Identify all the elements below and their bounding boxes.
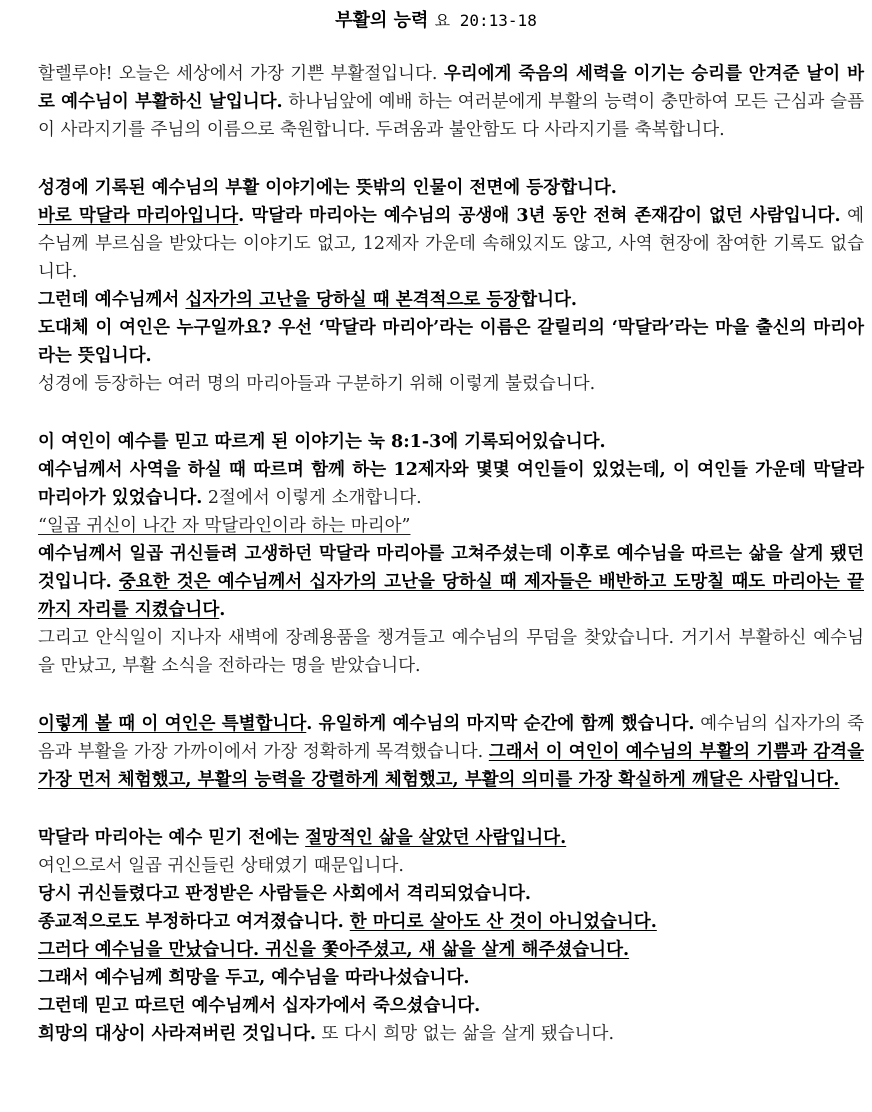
p2-line-5: 도대체 이 여인은 누구일까요? 우선 ‘막달라 마리아’라는 이름은 갈릴리의 ‘막달라’라는 마을 출신의 마리아라는 뜻입니다.	[38, 318, 864, 366]
p5-underline-1: 절망적인 삶을 살았던 사람입니다.	[305, 828, 567, 848]
p4-text-2: 예수님의 십자가의 죽음과 부활을 가장 가까이에서 가장 정확하게 목격했습니다.	[38, 714, 864, 762]
p5-line-3: 당시 귀신들렸다고 판정받은 사람들은 사회에서 격리되었습니다.	[38, 884, 531, 904]
p2-line-4a: 그런데 예수님께서	[38, 290, 186, 310]
p4-text-1: . 유일하게 예수님의 마지막 순간에 함께 했습니다.	[306, 714, 695, 734]
p2-line-4b: 합니다.	[520, 290, 578, 310]
p5-underline-3: 그러다 예수님을 만났습니다. 귀신을 쫓아주셨고, 새 삶을 살게 해주셨습니다.	[38, 940, 630, 960]
title-text: 부활의 능력	[335, 10, 429, 31]
p1-emphasis: 우리에게 죽음의 세력을 이기는 승리를 안겨준 날이 바로 예수님이 부활하신 날입니다.	[38, 64, 864, 112]
paragraph-2	[38, 174, 864, 398]
scripture-reference: 요 20:13-18	[434, 11, 537, 30]
paragraph-3	[38, 428, 864, 680]
p3-line-4b: .	[219, 600, 226, 620]
p3-line-1: 이 여인이 예수를 믿고 따르게 된 이야기는 눅 8:1-3에 기록되어있습니다.	[38, 432, 606, 452]
p5-line-1a: 막달라 마리아는 예수 믿기 전에는	[38, 828, 306, 848]
p2-line-2: . 막달라 마리아는 예수님의 공생애 3년 동안 전혀 존재감이 없던 사람입니다.	[238, 206, 841, 226]
p5-line-2: 여인으로서 일곱 귀신들린 상태였기 때문입니다.	[38, 856, 404, 876]
p3-line-5: 그리고 안식일이 지나자 새벽에 장례용품을 챙겨들고 예수님의 무덤을 찾았습니다. 거기서 부활하신 예수님을 만났고, 부활 소식을 전하라는 명을 받았습니다.	[38, 628, 864, 676]
p2-line-1: 성경에 기록된 예수님의 부활 이야기에는 뜻밖의 인물이 전면에 등장합니다.	[38, 178, 617, 198]
p2-underline-2: 십자가의 고난을 당하실 때 본격적으로 등장	[185, 290, 521, 310]
p5-line-4a: 종교적으로도 부정하다고 여겨졌습니다.	[38, 912, 350, 932]
p4-underline-2: 그래서 이 여인이 예수님의 부활의 기쁨과 감격을 가장 먼저 체험했고, 부활의 능력을 강렬하게 체험했고, 부활의 의미를 가장 확실하게 깨달은 사람입니다.	[38, 742, 864, 790]
p1-text: 할렐루야! 오늘은 세상에서 가장 기쁜 부활절입니다.	[38, 64, 444, 84]
p5-line-8b: 또 다시 희망 없는 삶을 살게 됐습니다.	[315, 1024, 615, 1044]
p4-underline-1: 이렇게 볼 때 이 여인은 특별합니다	[38, 714, 307, 734]
p3-line-4: 예수님께서 일곱 귀신들려 고생하던 막달라 마리아를 고쳐주셨는데 이후로 예수님을 따르는 삶을 살게 됐던 것입니다.	[38, 544, 864, 592]
p3-line-2s: 2절에서 이렇게 소개합니다.	[202, 488, 422, 508]
paragraph-5	[38, 824, 864, 1048]
p3-line-2: 예수님께서 사역을 하실 때 따르며 함께 하는 12제자와 몇몇 여인들이 있었는데, 이 여인들 가운데 막달라 마리아가 있었습니다.	[38, 460, 864, 508]
p3-underline: 중요한 것은 예수님께서 십자가의 고난을 당하실 때 제자들은 배반하고 도망칠 때도 마리아는 끝까지 자리를 지켰습니다	[38, 572, 864, 620]
p1-text-2: 하나님앞에 예배 하는 여러분에게 부활의 능력이 충만하여 모든 근심과 슬픔이 사라지기를 주님의 이름으로 축원합니다. 두려움과 불안함도 다 사라지기를 축복합니다.	[38, 92, 864, 140]
sermon-title	[0, 6, 872, 32]
paragraph-4	[38, 710, 864, 794]
p2-line-3: 예수님께 부르심을 받았다는 이야기도 없고, 12제자 가운데 속해있지도 않고, 사역 현장에 참여한 기록도 없습니다.	[38, 206, 865, 282]
p5-line-6: 그래서 예수님께 희망을 두고, 예수님을 따라나섰습니다.	[38, 968, 470, 988]
paragraph-1	[38, 60, 864, 144]
p2-line-6: 성경에 등장하는 여러 명의 마리아들과 구분하기 위해 이렇게 불렀습니다.	[38, 374, 596, 394]
p2-underline-1: 바로 막달라 마리아입니다	[38, 206, 239, 226]
p5-underline-2: 한 마디로 살아도 산 것이 아니었습니다.	[349, 912, 657, 932]
p5-line-7: 그런데 믿고 따르던 예수님께서 십자가에서 죽으셨습니다.	[38, 996, 481, 1016]
p5-line-8a: 희망의 대상이 사라져버린 것입니다.	[38, 1024, 316, 1044]
document-body	[38, 60, 864, 1078]
p3-quote: “일곱 귀신이 나간 자 막달라인이라 하는 마리아”	[38, 516, 411, 536]
